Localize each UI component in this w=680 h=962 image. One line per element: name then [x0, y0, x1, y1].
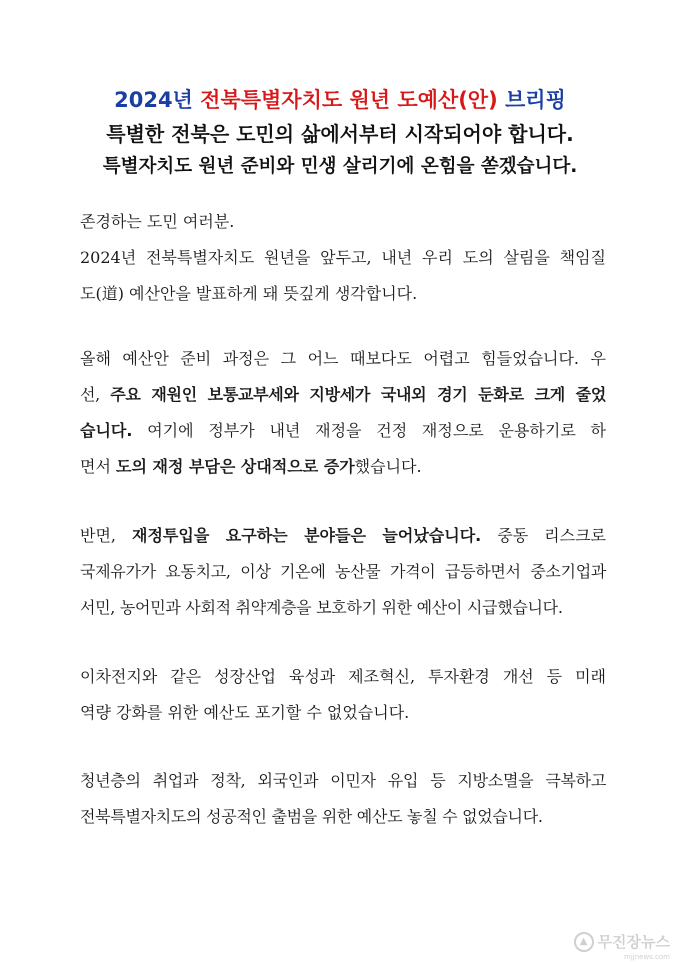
- watermark-url: mjjnews.com: [624, 953, 670, 961]
- briefing-subtitle-2: 특별자치도 원년 준비와 민생 살리기에 온힘을 쏟겠습니다.: [102, 156, 578, 177]
- text-line: 청년층의 취업과 정착, 외국인과 이민자 유입 등 지방소멸을 극복하고: [80, 771, 606, 790]
- text-line: 이차전지와 같은 성장산업 육성과 제조혁신, 투자환경 개선 등 미래: [80, 667, 606, 686]
- briefing-title: [0, 84, 680, 114]
- text-line: 국제유가가 요동치고, 이상 기온에 농산물 가격이 급등하면서 중소기업과: [80, 562, 606, 581]
- text-line: 도(道) 예산안을 발표하게 돼 뜻깊게 생각합니다.: [80, 284, 418, 303]
- text-span: 면서: [80, 457, 116, 476]
- text-line: 2024년 전북특별자치도 원년을 앞두고, 내년 우리 도의 살림을 책임질: [80, 248, 606, 267]
- briefing-subtitle-1: 특별한 전북은 도민의 삶에서부터 시작되어야 합니다.: [106, 122, 574, 146]
- paragraph-3: [80, 518, 606, 626]
- watermark-brand: 무진장뉴스: [597, 933, 670, 951]
- emphasis-text: 습니다.: [80, 421, 133, 440]
- text-line: [80, 449, 606, 485]
- text-span: 선,: [80, 385, 111, 404]
- text-line: 서민, 농어민과 사회적 취약계층을 보호하기 위한 예산이 시급했습니다.: [80, 598, 563, 617]
- mountain-logo-icon: ▲: [574, 932, 594, 952]
- title-year: 2024년: [114, 88, 193, 112]
- emphasis-text: 재정투입을 요구하는 분야들은 늘어났습니다.: [132, 526, 482, 545]
- text-line: [80, 377, 606, 413]
- text-span: 중동 리스크로: [481, 526, 606, 545]
- greeting-line: 존경하는 도민 여러분.: [80, 212, 235, 231]
- text-span: 여기에 정부가 내년 재정을 건정 재정으로 운용하기로 하: [132, 421, 606, 440]
- text-span: 했습니다.: [354, 457, 422, 476]
- text-span: 반면,: [80, 526, 133, 545]
- paragraph-1: [80, 204, 606, 312]
- text-line: 역량 강화를 위한 예산도 포기할 수 없었습니다.: [80, 703, 410, 722]
- text-line: [80, 518, 606, 554]
- text-line: 전북특별자치도의 성공적인 출범을 위한 예산도 놓칠 수 없었습니다.: [80, 807, 543, 826]
- title-suffix: 브리핑: [505, 88, 566, 112]
- paragraph-4: [80, 659, 606, 731]
- paragraph-2: [80, 341, 606, 485]
- emphasis-text: 도의 재정 부담은 상대적으로 증가: [116, 457, 355, 476]
- title-main: 전북특별자치도 원년 도예산(안): [200, 88, 498, 112]
- emphasis-text: 주요 재원인 보통교부세와 지방세가 국내외 경기 둔화로 크게 줄었: [110, 385, 606, 404]
- paragraph-5: [80, 763, 606, 835]
- text-line: 올해 예산안 준비 과정은 그 어느 때보다도 어렵고 힘들었습니다. 우: [80, 349, 606, 368]
- text-line: [80, 413, 606, 449]
- news-watermark: [574, 931, 670, 961]
